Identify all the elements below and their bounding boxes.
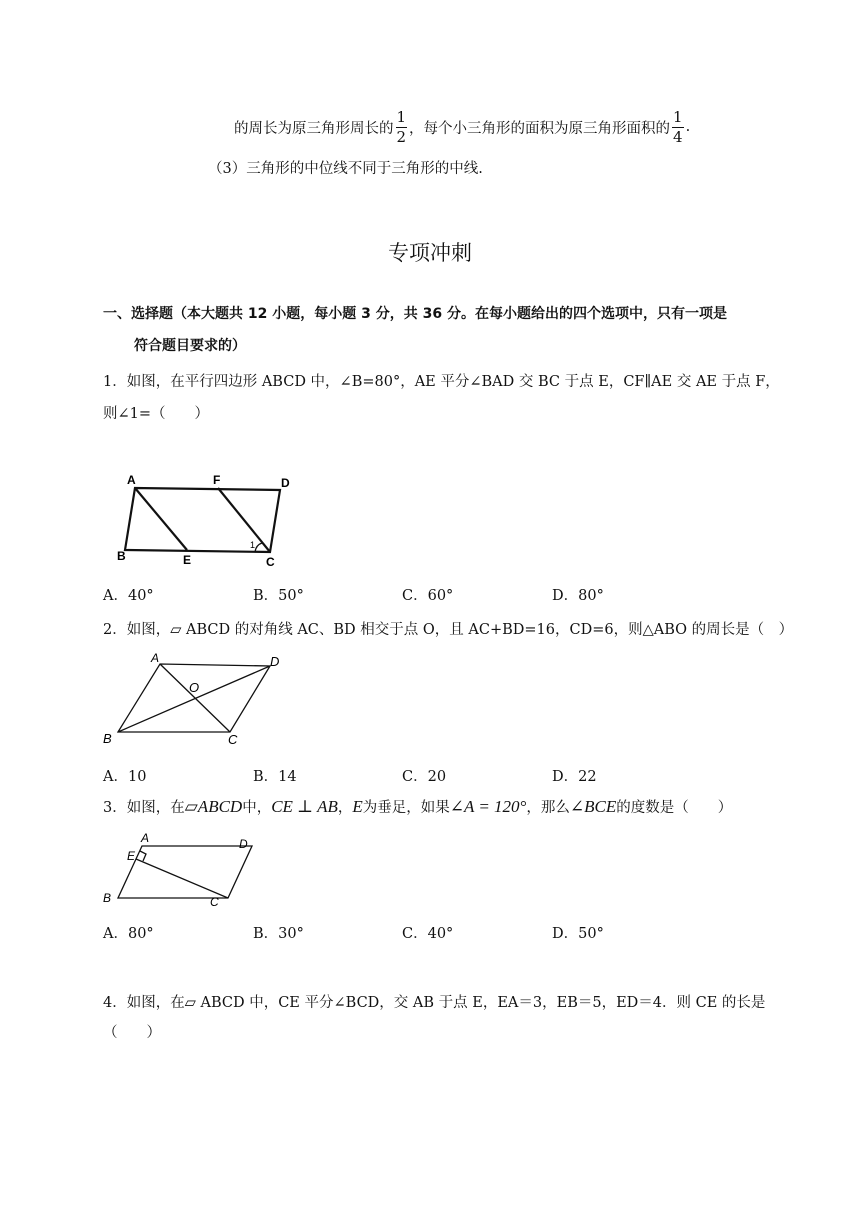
q1-label-C: C	[266, 555, 275, 569]
q2-label-D: D	[270, 654, 280, 669]
q1-label-D: D	[281, 476, 290, 490]
q3-parallelogram-figure	[100, 828, 270, 912]
q1-option-a: A．40°	[103, 588, 154, 604]
q2-label-B: B	[103, 731, 112, 746]
q4-stem-line-1: 4．如图，在▱ ABCD 中，CE 平分∠BCD，交 AB 于点 E，EA＝3，EB＝5，ED＝4．则 CE 的长是	[103, 995, 766, 1011]
q1-stem-line-2: 则∠1=（ ）	[103, 406, 210, 422]
q3-stem: 3．如图，在 ▱ABCD 中， CE ⊥ AB ， E 为垂足，如果 ∠A = 120° ，那么 ∠BCE 的度数是（ ）	[103, 797, 733, 816]
q3-option-c: C．40°	[402, 926, 454, 942]
section-header-line-2: 符合题目要求的）	[134, 338, 246, 354]
q1-stem-line-1: 1．如图，在平行四边形 ABCD 中，∠B=80°，AE 平分∠BAD 交 BC 于点 E，CF∥AE 交 AE 于点 F，	[103, 374, 780, 390]
q3-parallelogram-abcd: ▱ABCD	[184, 797, 243, 816]
intro-text-a: 的周长为原三角形周长的	[234, 120, 394, 137]
q3-option-d: D．50°	[552, 926, 604, 942]
q1-parallelogram-figure	[105, 468, 305, 572]
q1-option-c: C．60°	[402, 588, 454, 604]
q1-label-B: B	[117, 549, 126, 563]
fraction-one-quarter: $\frac{1}{4}$	[673, 107, 683, 146]
q2-label-C: C	[228, 732, 238, 747]
q3-angle-a: ∠A = 120°	[449, 797, 527, 816]
q3-angle-bce: ∠BCE	[569, 797, 617, 816]
q2-stem: 2．如图，▱ ABCD 的对角线 AC、BD 相交于点 O，且 AC+BD=16，CD=6，则△ABO 的周长是（ ）	[103, 622, 794, 638]
q1-label-A: A	[127, 473, 136, 487]
q3-label-C: C	[210, 895, 219, 909]
section-title: 专项冲刺	[388, 241, 472, 265]
intro-text-c: .	[685, 119, 691, 135]
q1-option-b: B．50°	[253, 588, 304, 604]
intro-text-b: ，每个小三角形的面积为原三角形面积的	[409, 120, 671, 137]
q3-option-a: A．80°	[103, 926, 154, 942]
q1-option-d: D．80°	[552, 588, 604, 604]
q1-label-E: E	[183, 553, 192, 567]
fraction-one-half: $\frac{1}{2}$	[396, 107, 407, 146]
q1-label-F: F	[213, 473, 221, 487]
q2-option-d: D．22	[552, 769, 597, 785]
q3-label-E: E	[127, 849, 136, 863]
q1-label-angle-1: 1	[250, 540, 256, 550]
section-header-line-1: 一、选择题（本大题共 12 小题，每小题 3 分，共 36 分。在每小题给出的四个选项中，只有一项是	[103, 306, 727, 322]
intro-line-1	[234, 106, 690, 148]
q2-option-a: A．10	[103, 769, 147, 785]
q2-option-b: B．14	[253, 769, 297, 785]
q3-perpendicular: CE ⊥ AB	[271, 797, 338, 816]
q2-label-O: O	[189, 680, 200, 695]
q2-parallelogram-figure	[100, 650, 290, 748]
q2-option-c: C．20	[402, 769, 447, 785]
q2-label-A: A	[151, 651, 160, 665]
q3-label-D: D	[239, 837, 248, 851]
q4-stem-line-2: （ ）	[103, 1025, 161, 1041]
intro-line-2: （3）三角形的中位线不同于三角形的中线.	[208, 161, 483, 177]
q3-option-b: B．30°	[253, 926, 304, 942]
q3-label-B: B	[103, 891, 112, 905]
q3-label-A: A	[141, 831, 150, 845]
